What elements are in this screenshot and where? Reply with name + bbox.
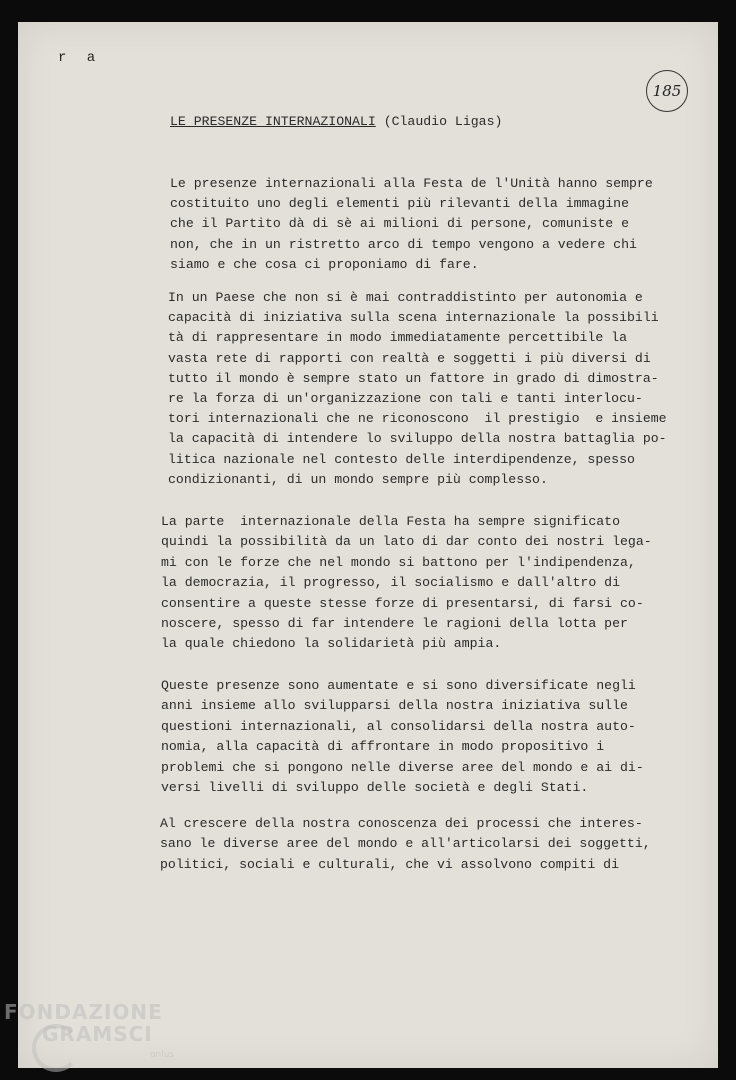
body-line: tori internazionali che ne riconoscono il prestigio e insieme: [168, 411, 667, 427]
title-main: LE PRESENZE INTERNAZIONALI: [170, 114, 376, 129]
watermark-line1: FONDAZIONE: [4, 1000, 163, 1024]
fondazione-gramsci-watermark: [4, 1000, 175, 1060]
body-line: non, che in un ristretto arco di tempo vengono a vedere chi: [170, 236, 637, 252]
body-line: noscere, spesso di far intendere le ragioni della lotta per: [161, 616, 628, 631]
body-line: La parte internazionale della Festa ha sempre significato: [161, 514, 620, 529]
body-line: vasta rete di rapporti con realtà e soggetti i più diversi di: [168, 350, 651, 366]
body-line: capacità di iniziativa sulla scena internazionale la possibili: [168, 310, 659, 326]
watermark-line2: GRAMSCI: [42, 1022, 153, 1046]
body-line: sano le diverse aree del mondo e all'articolarsi dei soggetti,: [160, 836, 651, 852]
body-line: Le presenze internazionali alla Festa de l'Unità hanno sempre: [170, 176, 653, 191]
body-line: Queste presenze sono aumentate e si sono diversificate negli: [161, 678, 636, 693]
body-line: consentire a queste stesse forze di presentarsi, di farsi co-: [161, 595, 644, 611]
body-line: costituito uno degli elementi più rilevanti della immagine: [170, 196, 629, 212]
body-line: questioni internazionali, al consolidarsi della nostra auto-: [161, 718, 636, 734]
body-line: Al crescere della nostra conoscenza dei processi che interes-: [160, 816, 643, 831]
body-line: quindi la possibilità da un lato di dar conto dei nostri lega-: [161, 534, 652, 550]
body-line: siamo e che cosa ci proponiamo di fare.: [170, 256, 479, 272]
page-number: 185: [646, 70, 688, 112]
body-line: re la forza di un'organizzazione con tali e tanti interlocu-: [168, 391, 643, 406]
body-line: nomia, alla capacità di affrontare in modo propositivo i: [161, 739, 605, 755]
title-author: (Claudio Ligas): [383, 114, 503, 129]
document-page: [18, 22, 718, 1068]
body-line: tutto il mondo è sempre stato un fattore in grado di dimostra-: [168, 370, 659, 386]
body-line: la democrazia, il progresso, il socialismo e dall'altro di: [161, 575, 620, 591]
body-line: problemi che si pongono nelle diverse aree del mondo e ai di-: [161, 759, 644, 775]
body-line: mi con le forze che nel mondo si battono per l'indipendenza,: [161, 554, 636, 570]
body-line: tà di rappresentare in modo immediatamente percettibile la: [168, 330, 627, 346]
corner-mark: r a: [58, 50, 102, 66]
body-line: politici, sociali e culturali, che vi assolvono compiti di: [160, 856, 619, 872]
body-line: condizionanti, di un mondo sempre più complesso.: [168, 471, 548, 487]
watermark-line3: onlus: [150, 1050, 175, 1060]
body-line: litica nazionale nel contesto delle interdipendenze, spesso: [168, 451, 635, 467]
document-title: [170, 114, 502, 129]
body-line: anni insieme allo svilupparsi della nostra iniziativa sulle: [161, 698, 628, 714]
body-line: che il Partito dà di sè ai milioni di persone, comuniste e: [170, 216, 629, 232]
body-line: la quale chiedono la solidarietà più ampia.: [161, 636, 502, 652]
body-line: In un Paese che non si è mai contraddistinto per autonomia e: [168, 290, 643, 305]
body-line: la capacità di intendere lo sviluppo della nostra battaglia po-: [168, 431, 667, 447]
body-line: versi livelli di sviluppo delle società e degli Stati.: [161, 780, 589, 795]
watermark-logo-icon: [32, 1024, 80, 1072]
